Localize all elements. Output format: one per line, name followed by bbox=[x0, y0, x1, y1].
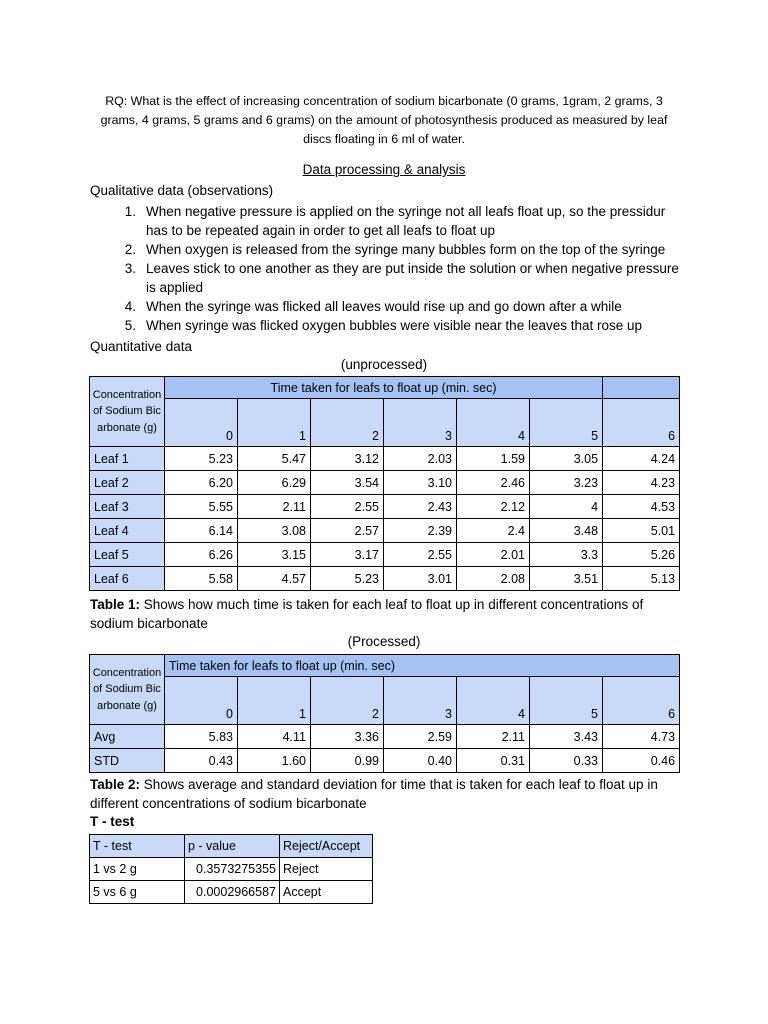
row-label: Avg bbox=[90, 725, 165, 749]
ttest-table bbox=[89, 834, 373, 904]
table-row bbox=[90, 447, 680, 471]
cell: 2.55 bbox=[311, 495, 384, 519]
table2-subtitle: (Processed) bbox=[347, 634, 421, 649]
cell: 3.12 bbox=[311, 447, 384, 471]
cell: 6.14 bbox=[165, 519, 238, 543]
table1-caption bbox=[90, 595, 690, 633]
time-header: Time taken for leafs to float up (min. sec) bbox=[165, 655, 680, 677]
cell: 1 vs 2 g bbox=[90, 858, 185, 881]
cell: 2.59 bbox=[384, 725, 457, 749]
cell: 2.39 bbox=[384, 519, 457, 543]
column-header: 0 bbox=[165, 399, 238, 447]
cell: 3.01 bbox=[384, 567, 457, 591]
concentration-header: Concentration of Sodium Bicarbonate (g) bbox=[90, 377, 165, 447]
cell: 2.4 bbox=[457, 519, 530, 543]
column-header: 6 bbox=[603, 399, 680, 447]
cell: 3.08 bbox=[238, 519, 311, 543]
cell: 5.23 bbox=[311, 567, 384, 591]
cell: 2.03 bbox=[384, 447, 457, 471]
header-blank-cell bbox=[603, 377, 680, 399]
table-unprocessed bbox=[89, 376, 680, 591]
cell: 3.05 bbox=[530, 447, 603, 471]
list-number: 2. bbox=[124, 242, 136, 257]
table-row bbox=[90, 858, 373, 881]
cell: 2.46 bbox=[457, 471, 530, 495]
table2-caption bbox=[90, 775, 690, 813]
list-text: When syringe was flicked oxygen bubbles were visible near the leaves that rose up bbox=[146, 318, 643, 333]
cell: 3.17 bbox=[311, 543, 384, 567]
list-item bbox=[112, 316, 682, 335]
cell: 3.51 bbox=[530, 567, 603, 591]
caption-text: Shows how much time is taken for each leaf to float up in different concentrations of sodium bicarbonate bbox=[90, 597, 644, 631]
table1-subtitle: (unprocessed) bbox=[340, 357, 428, 372]
column-header: 2 bbox=[311, 677, 384, 725]
column-header: 5 bbox=[530, 399, 603, 447]
cell: Accept bbox=[280, 881, 373, 904]
cell: 4 bbox=[530, 495, 603, 519]
cell: 3.15 bbox=[238, 543, 311, 567]
cell: 0.0002966587 bbox=[185, 881, 280, 904]
cell: 5.13 bbox=[603, 567, 680, 591]
row-label: Leaf 4 bbox=[90, 519, 165, 543]
cell: 6.26 bbox=[165, 543, 238, 567]
list-item bbox=[112, 240, 682, 259]
cell: 2.08 bbox=[457, 567, 530, 591]
column-header: 3 bbox=[384, 677, 457, 725]
cell: 5 vs 6 g bbox=[90, 881, 185, 904]
column-header: 4 bbox=[457, 677, 530, 725]
section-heading: Data processing & analysis bbox=[302, 162, 466, 177]
row-label: Leaf 5 bbox=[90, 543, 165, 567]
column-header: 2 bbox=[311, 399, 384, 447]
cell: 4.57 bbox=[238, 567, 311, 591]
column-header: 1 bbox=[238, 399, 311, 447]
cell: 3.54 bbox=[311, 471, 384, 495]
cell: 5.55 bbox=[165, 495, 238, 519]
list-text: Leaves stick to one another as they are put inside the solution or when negative pressure is applied bbox=[146, 261, 679, 295]
table-row bbox=[90, 725, 680, 749]
cell: Reject bbox=[280, 858, 373, 881]
table-row bbox=[90, 567, 680, 591]
cell: 2.12 bbox=[457, 495, 530, 519]
cell: 5.23 bbox=[165, 447, 238, 471]
table-row bbox=[90, 471, 680, 495]
cell: 6.20 bbox=[165, 471, 238, 495]
time-header: Time taken for leafs to float up (min. sec) bbox=[165, 377, 603, 399]
cell: 5.26 bbox=[603, 543, 680, 567]
cell: 5.83 bbox=[165, 725, 238, 749]
ttest-title: T - test bbox=[90, 814, 135, 829]
research-question: RQ: What is the effect of increasing concentration of sodium bicarbonate (0 grams, 1gram, 2 grams, 3 grams, 4 grams, 5 grams and 6 grams) on the amount of photosynthesis produced as measured by leaf discs floating in 6 ml of water. bbox=[100, 94, 668, 146]
list-text: When oxygen is released from the syringe many bubbles form on the top of the syringe bbox=[146, 242, 666, 257]
row-label: Leaf 1 bbox=[90, 447, 165, 471]
list-item bbox=[112, 202, 682, 240]
column-header: 1 bbox=[238, 677, 311, 725]
cell: 3.48 bbox=[530, 519, 603, 543]
column-header: 6 bbox=[603, 677, 680, 725]
cell: 2.01 bbox=[457, 543, 530, 567]
column-header: T - test bbox=[90, 835, 185, 858]
column-header: p - value bbox=[185, 835, 280, 858]
row-label: STD bbox=[90, 749, 165, 773]
cell: 2.55 bbox=[384, 543, 457, 567]
cell: 2.11 bbox=[238, 495, 311, 519]
cell: 3.3 bbox=[530, 543, 603, 567]
list-number: 1. bbox=[124, 204, 136, 219]
list-number: 5. bbox=[124, 318, 136, 333]
cell: 3.43 bbox=[530, 725, 603, 749]
row-label: Leaf 3 bbox=[90, 495, 165, 519]
cell: 0.46 bbox=[603, 749, 680, 773]
list-item bbox=[112, 297, 682, 316]
caption-label: Table 1: bbox=[90, 597, 141, 612]
cell: 2.11 bbox=[457, 725, 530, 749]
cell: 4.11 bbox=[238, 725, 311, 749]
list-text: When the syringe was flicked all leaves would rise up and go down after a while bbox=[146, 299, 622, 314]
column-header: 0 bbox=[165, 677, 238, 725]
caption-label: Table 2: bbox=[90, 777, 141, 792]
list-item bbox=[112, 259, 682, 297]
cell: 4.73 bbox=[603, 725, 680, 749]
cell: 0.40 bbox=[384, 749, 457, 773]
table-row bbox=[90, 543, 680, 567]
cell: 5.47 bbox=[238, 447, 311, 471]
column-header: Reject/Accept bbox=[280, 835, 373, 858]
cell: 3.36 bbox=[311, 725, 384, 749]
caption-text: Shows average and standard deviation for time that is taken for each leaf to float up in different concentrations of sodium bicarbonate bbox=[90, 777, 658, 811]
cell: 0.31 bbox=[457, 749, 530, 773]
column-header: 5 bbox=[530, 677, 603, 725]
cell: 4.23 bbox=[603, 471, 680, 495]
cell: 0.43 bbox=[165, 749, 238, 773]
row-label: Leaf 2 bbox=[90, 471, 165, 495]
cell: 2.57 bbox=[311, 519, 384, 543]
cell: 3.10 bbox=[384, 471, 457, 495]
column-header: 4 bbox=[457, 399, 530, 447]
list-number: 4. bbox=[124, 299, 136, 314]
column-header: 3 bbox=[384, 399, 457, 447]
qualitative-title: Qualitative data (observations) bbox=[90, 183, 274, 198]
cell: 0.99 bbox=[311, 749, 384, 773]
table-processed bbox=[89, 654, 680, 773]
quantitative-title: Quantitative data bbox=[90, 339, 193, 354]
list-number: 3. bbox=[124, 261, 136, 276]
concentration-header: Concentration of Sodium Bicarbonate (g) bbox=[90, 655, 165, 725]
cell: 1.59 bbox=[457, 447, 530, 471]
cell: 6.29 bbox=[238, 471, 311, 495]
table-row bbox=[90, 749, 680, 773]
table-row bbox=[90, 519, 680, 543]
cell: 4.24 bbox=[603, 447, 680, 471]
cell: 4.53 bbox=[603, 495, 680, 519]
row-label: Leaf 6 bbox=[90, 567, 165, 591]
cell: 2.43 bbox=[384, 495, 457, 519]
table-row bbox=[90, 881, 373, 904]
cell: 5.58 bbox=[165, 567, 238, 591]
list-text: When negative pressure is applied on the syringe not all leafs float up, so the pressidur has to be repeated again in order to get all leafs to float up bbox=[146, 204, 666, 238]
table-row bbox=[90, 495, 680, 519]
cell: 5.01 bbox=[603, 519, 680, 543]
cell: 3.23 bbox=[530, 471, 603, 495]
cell: 1.60 bbox=[238, 749, 311, 773]
observations-list bbox=[112, 202, 682, 335]
cell: 0.3573275355 bbox=[185, 858, 280, 881]
cell: 0.33 bbox=[530, 749, 603, 773]
